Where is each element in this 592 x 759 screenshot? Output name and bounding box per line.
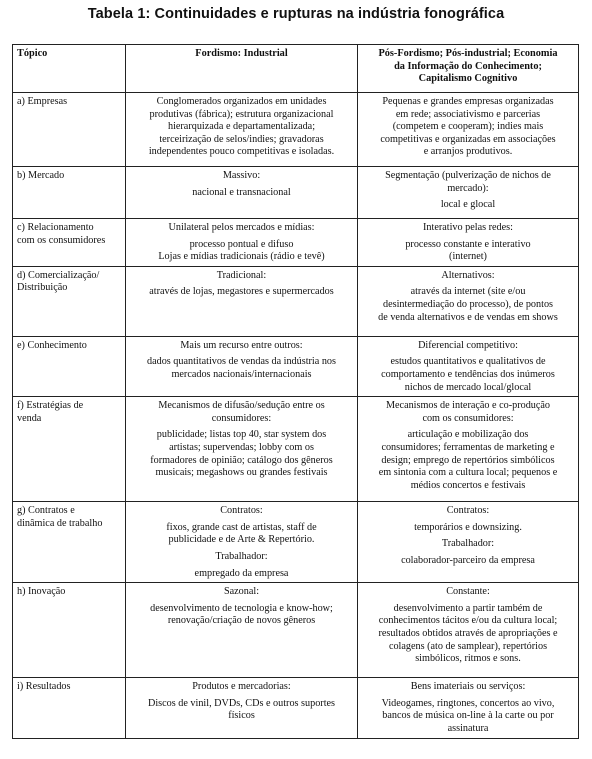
posfordismo-cell-line: desenvolvimento a partir também de bbox=[393, 602, 543, 614]
fordismo-cell bbox=[126, 219, 358, 267]
fordismo-cell-line: Discos de vinil, DVDs, CDs e outros suportes bbox=[147, 697, 336, 709]
topic-cell bbox=[13, 336, 126, 396]
fordismo-cell-line: renovação/criação de novos gêneros bbox=[167, 615, 316, 627]
table-row bbox=[13, 397, 579, 502]
posfordismo-cell-line: estudos quantitativos e qualitativos de bbox=[390, 356, 546, 368]
topic-cell bbox=[13, 678, 126, 738]
fordismo-cell bbox=[126, 397, 358, 502]
fordismo-cell-line: formadores de opinião; catálogo dos gêneros bbox=[150, 454, 333, 466]
comparison-table bbox=[12, 44, 579, 739]
fordismo-cell-line: artistas; supervendas; lobby com os bbox=[169, 441, 314, 453]
fordismo-cell bbox=[126, 93, 358, 167]
posfordismo-cell-line: resultados obtidos através de apropriações e bbox=[378, 627, 558, 639]
posfordismo-cell-line: (competem e cooperam); indies mais bbox=[392, 121, 544, 133]
posfordismo-cell-line: processo constante e interativo bbox=[405, 238, 531, 250]
fordismo-cell-line: Contratos: bbox=[220, 505, 263, 517]
posfordismo-cell-line: Diferencial competitivo: bbox=[418, 339, 518, 351]
posfordismo-cell-line: Alternativos: bbox=[441, 269, 495, 281]
header-posfordismo-line: Capitalismo Cognitivo bbox=[418, 73, 518, 85]
posfordismo-cell-line: desintermediação do processo), de pontos bbox=[382, 298, 554, 310]
posfordismo-cell-line: em rede; associativismo e parcerias bbox=[395, 108, 541, 120]
fordismo-cell-line: nacional e transnacional bbox=[192, 186, 291, 198]
header-posfordismo-line: Pós-Fordismo; Pós-industrial; Economia bbox=[378, 48, 558, 59]
fordismo-cell-line: Massivo: bbox=[222, 170, 261, 181]
posfordismo-cell bbox=[358, 93, 579, 167]
posfordismo-cell bbox=[358, 397, 579, 502]
topic-cell bbox=[13, 397, 126, 502]
posfordismo-cell bbox=[358, 583, 579, 678]
posfordismo-cell-line: colaborador-parceiro da empresa bbox=[401, 554, 535, 566]
posfordismo-cell-line: conhecimentos tácitos e/ou da cultura local; bbox=[378, 615, 558, 627]
posfordismo-cell-line: Constante: bbox=[446, 586, 490, 598]
posfordismo-cell-line: comportamento e tendências dos inúmeros bbox=[381, 368, 555, 380]
fordismo-cell-line: independentes pouco competitivas e isoladas. bbox=[148, 146, 335, 158]
header-posfordismo-line: da Informação do Conhecimento; bbox=[394, 60, 542, 72]
table-row bbox=[13, 93, 579, 167]
topic-line: d) Comercialização/ bbox=[17, 269, 100, 281]
fordismo-cell bbox=[126, 583, 358, 678]
fordismo-cell-line: mercados nacionais/internacionais bbox=[171, 368, 312, 380]
table-row bbox=[13, 583, 579, 678]
topic-line: e) Conhecimento bbox=[17, 339, 87, 351]
posfordismo-cell-line: colagens (ato de samplear), repertórios bbox=[388, 640, 548, 652]
fordismo-cell-line: fixos, grande cast de artistas, staff de bbox=[166, 521, 317, 533]
posfordismo-cell-line: Contratos: bbox=[446, 505, 490, 517]
fordismo-cell-line: Sazonal: bbox=[223, 586, 260, 598]
topic-line: i) Resultados bbox=[17, 681, 71, 693]
topic-line: f) Estratégias de bbox=[17, 400, 84, 412]
table-row bbox=[13, 167, 579, 219]
posfordismo-cell bbox=[358, 502, 579, 583]
posfordismo-cell-line: (internet) bbox=[449, 251, 487, 263]
topic-line: g) Contratos e bbox=[17, 505, 75, 517]
fordismo-cell-line: publicidade e de Arte & Repertório. bbox=[168, 534, 315, 546]
topic-cell bbox=[13, 266, 126, 336]
header-fordismo: Fordismo: Industrial bbox=[126, 45, 358, 93]
topic-line: com os consumidores bbox=[17, 234, 106, 246]
posfordismo-cell-line: nichos de mercado local/glocal bbox=[404, 381, 532, 393]
posfordismo-cell-line: temporários e downsizing. bbox=[414, 521, 522, 533]
posfordismo-cell bbox=[358, 678, 579, 738]
topic-line: b) Mercado bbox=[17, 170, 65, 181]
posfordismo-cell-line: com os consumidores: bbox=[422, 412, 514, 424]
table-body bbox=[13, 93, 579, 739]
posfordismo-cell-line: em sintonia com a cultura local; pequenos e bbox=[378, 467, 558, 479]
topic-line: c) Relacionamento bbox=[17, 222, 94, 233]
posfordismo-cell-line: Pequenas e grandes empresas organizadas bbox=[382, 96, 554, 107]
table-row bbox=[13, 266, 579, 336]
fordismo-cell-line: dados quantitativos de vendas da indústria nos bbox=[146, 356, 336, 368]
table-row bbox=[13, 678, 579, 738]
fordismo-cell-line: físicos bbox=[228, 710, 255, 722]
table-title: Tabela 1: Continuidades e rupturas na indústria fonográfica bbox=[87, 6, 505, 22]
posfordismo-cell-line: Interativo pelas redes: bbox=[423, 222, 513, 233]
fordismo-cell-line: Unilateral pelos mercados e mídias: bbox=[168, 222, 315, 233]
topic-line: a) Empresas bbox=[17, 96, 68, 107]
topic-line: dinâmica de trabalho bbox=[17, 517, 103, 529]
fordismo-cell-line: Lojas e mídias tradicionais (rádio e tevê) bbox=[158, 251, 325, 263]
posfordismo-cell-line: Trabalhador: bbox=[441, 538, 495, 550]
table-row bbox=[13, 336, 579, 396]
posfordismo-cell-line: através da internet (site e/ou bbox=[410, 286, 526, 298]
fordismo-cell-line: Mais um recurso entre outros: bbox=[180, 339, 303, 351]
topic-cell bbox=[13, 502, 126, 583]
posfordismo-cell bbox=[358, 167, 579, 219]
posfordismo-cell-line: Bens imateriais ou serviços: bbox=[410, 681, 526, 693]
topic-cell bbox=[13, 93, 126, 167]
fordismo-cell-line: musicais; megashows ou grandes festivais bbox=[155, 467, 328, 479]
fordismo-cell-line: publicidade; listas top 40, star system dos bbox=[156, 429, 327, 441]
table-row bbox=[13, 219, 579, 267]
topic-cell bbox=[13, 219, 126, 267]
fordismo-cell-line: processo pontual e difuso bbox=[189, 238, 294, 250]
fordismo-cell bbox=[126, 266, 358, 336]
fordismo-cell-line: desenvolvimento de tecnologia e know-how; bbox=[150, 602, 333, 614]
posfordismo-cell-line: design; emprego de repertórios simbólicos bbox=[381, 454, 555, 466]
topic-cell bbox=[13, 167, 126, 219]
fordismo-cell-line: consumidores: bbox=[211, 412, 272, 424]
posfordismo-cell-line: médios concertos e festivais bbox=[410, 479, 526, 491]
fordismo-cell-line: Mecanismos de difusão/sedução entre os bbox=[158, 400, 325, 412]
posfordismo-cell-line: Videogames, ringtones, concertos ao vivo, bbox=[381, 697, 555, 709]
fordismo-cell-line: Tradicional: bbox=[216, 269, 267, 281]
fordismo-cell-line: terceirização de selos/indies; gravadoras bbox=[159, 133, 324, 145]
posfordismo-cell-line: e arranjos produtivos. bbox=[423, 146, 513, 158]
topic-line: venda bbox=[17, 412, 42, 424]
posfordismo-cell-line: competitivas e organizadas em associações bbox=[380, 133, 556, 145]
posfordismo-cell-line: assinatura bbox=[447, 722, 489, 734]
posfordismo-cell bbox=[358, 219, 579, 267]
fordismo-cell bbox=[126, 502, 358, 583]
fordismo-cell bbox=[126, 167, 358, 219]
fordismo-cell-line: empregado da empresa bbox=[194, 567, 289, 579]
topic-cell bbox=[13, 583, 126, 678]
posfordismo-cell bbox=[358, 336, 579, 396]
header-row bbox=[13, 45, 579, 93]
header-posfordismo bbox=[358, 45, 579, 93]
posfordismo-cell bbox=[358, 266, 579, 336]
posfordismo-cell-line: local e glocal bbox=[440, 199, 496, 211]
fordismo-cell bbox=[126, 678, 358, 738]
posfordismo-cell-line: simbólicos, ritmos e sons. bbox=[415, 653, 521, 665]
topic-line: h) Inovação bbox=[17, 586, 66, 598]
posfordismo-cell-line: Segmentação (pulverização de nichos de bbox=[385, 170, 551, 181]
posfordismo-cell-line: bancos de música on-line à la carte ou por bbox=[382, 710, 554, 722]
fordismo-cell-line: hierarquizada e departamentalizada; bbox=[167, 121, 316, 133]
fordismo-cell-line: produtivas (fábrica); estrutura organizacional bbox=[149, 108, 334, 120]
header-topico: Tópico bbox=[13, 45, 126, 93]
fordismo-cell-line: Conglomerados organizados em unidades bbox=[156, 96, 327, 107]
posfordismo-cell-line: consumidores; ferramentas de marketing e bbox=[381, 441, 555, 453]
posfordismo-cell-line: mercado): bbox=[447, 182, 489, 194]
posfordismo-cell-line: de venda alternativos e de vendas em shows bbox=[378, 311, 558, 323]
fordismo-cell-line: Produtos e mercadorias: bbox=[192, 681, 291, 693]
fordismo-cell-line: Trabalhador: bbox=[215, 550, 268, 562]
fordismo-cell bbox=[126, 336, 358, 396]
fordismo-cell-line: através de lojas, megastores e supermercados bbox=[149, 286, 334, 298]
posfordismo-cell-line: Mecanismos de interação e co-produção bbox=[385, 400, 551, 412]
posfordismo-cell-line: articulação e mobilização dos bbox=[407, 429, 529, 441]
table-row bbox=[13, 502, 579, 583]
topic-line: Distribuição bbox=[17, 282, 68, 294]
